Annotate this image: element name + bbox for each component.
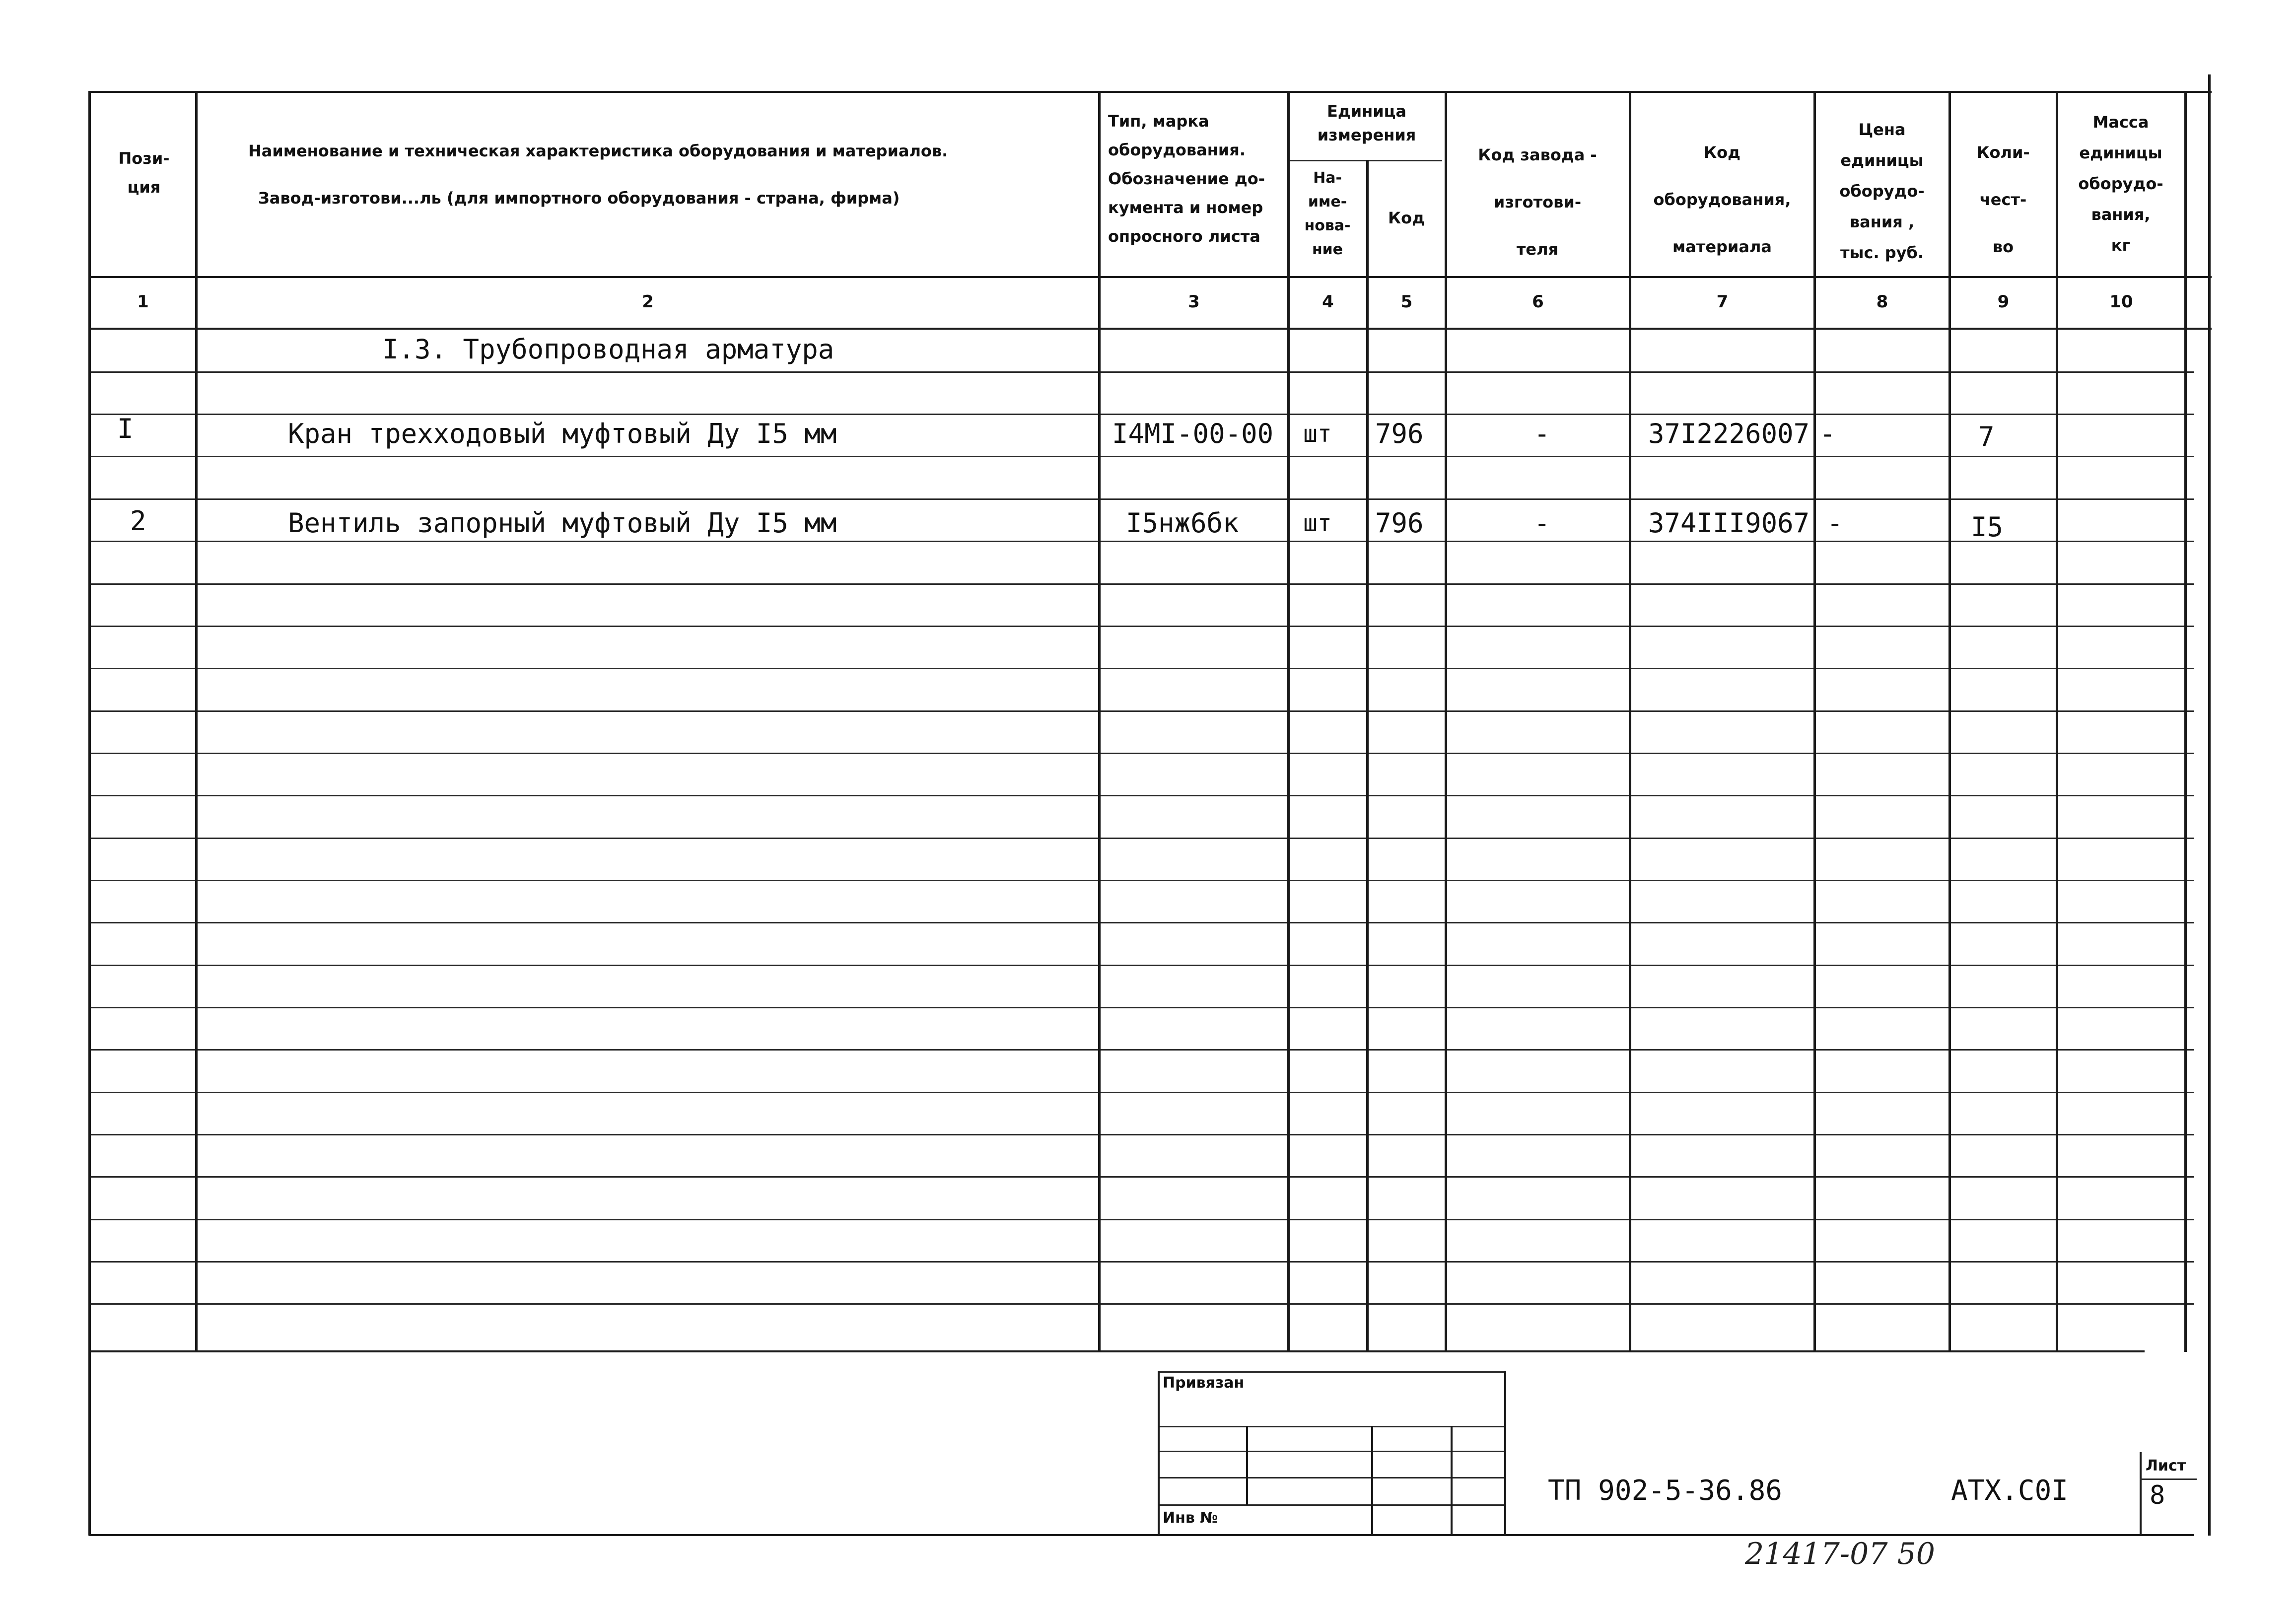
- unit-subheader-line: [1288, 160, 1442, 161]
- header-material-code: Код оборудования, материала: [1653, 143, 1791, 256]
- section-title: I.3. Трубопроводная арматура: [382, 334, 835, 365]
- column-number-9: 9: [1997, 292, 2010, 312]
- column-number-5: 5: [1400, 292, 1413, 312]
- table-bottom-line: [89, 1350, 2145, 1352]
- header-bottom-line: [89, 276, 2212, 278]
- document-code: АТХ.С0I: [1951, 1475, 2069, 1507]
- header-name-line2: Завод-изготови...ль (для импортного оборудования - страна, фирма): [258, 189, 900, 208]
- handwritten-number: 21417-07 50: [1745, 1537, 1935, 1571]
- row-name: Вентиль запорный муфтовый Ду I5 мм: [288, 507, 837, 539]
- row-price: -: [1819, 418, 1836, 449]
- column-number-8: 8: [1876, 292, 1888, 312]
- col-divider-2: [1098, 91, 1101, 1352]
- col-divider-6: [1629, 91, 1631, 1352]
- col-divider-9: [2056, 91, 2058, 1352]
- frame-right-line: [2208, 74, 2211, 1536]
- header-price: Цена единицы оборудо- вания , тыс. руб.: [1839, 120, 1925, 262]
- column-number-1: 1: [137, 292, 149, 312]
- project-code: ТП 902-5-36.86: [1548, 1475, 1783, 1507]
- header-unit-name: На- име- нова- ние: [1304, 169, 1351, 258]
- row-quantity: I5: [1971, 511, 2004, 543]
- column-number-10: 10: [2109, 292, 2133, 312]
- row-factory-code: -: [1534, 418, 1550, 449]
- column-number-6: 6: [1532, 292, 1544, 312]
- row-unit: шт: [1303, 420, 1332, 448]
- row-name: Кран трехходовый муфтовый Ду I5 мм: [288, 418, 837, 449]
- row-position: I: [117, 413, 134, 444]
- row-unit-code: 796: [1375, 418, 1424, 449]
- row-unit: шт: [1303, 509, 1332, 537]
- frame-bottom-line: [89, 1534, 2194, 1536]
- row-type: I5нж6бк: [1126, 507, 1239, 539]
- col-divider-1: [195, 91, 198, 1352]
- header-type: Тип, марка оборудования. Обозначение до- кумента и номер опросного листа: [1108, 112, 1265, 246]
- column-number-3: 3: [1188, 292, 1200, 312]
- row-material-code: 374III9067: [1648, 507, 1810, 539]
- row-material-code: 37I2226007: [1648, 418, 1810, 449]
- header-quantity: Коли- чест- во: [1976, 143, 2030, 256]
- row-position: 2: [130, 505, 146, 537]
- bound-label: Привязан: [1163, 1374, 1245, 1392]
- inventory-number-label: Инв №: [1163, 1509, 1218, 1527]
- col-divider-3: [1287, 91, 1290, 1352]
- header-factory-code: Код завода - изготови- теля: [1478, 145, 1597, 259]
- numbers-bottom-line: [89, 328, 2212, 330]
- row-price: -: [1827, 507, 1843, 539]
- column-number-7: 7: [1716, 292, 1729, 312]
- header-unit-group: Единица измерения: [1317, 102, 1416, 144]
- header-mass: Масса единицы оборудо- вания, кг: [2078, 113, 2163, 255]
- row-type: I4МI-00-00: [1112, 418, 1274, 449]
- column-number-4: 4: [1322, 292, 1334, 312]
- col-divider-7: [1813, 91, 1816, 1352]
- col-divider-8: [1948, 91, 1951, 1352]
- column-number-2: 2: [642, 292, 654, 312]
- row-quantity: 7: [1978, 421, 1995, 452]
- col-divider-5: [1445, 91, 1447, 1352]
- frame-top-line: [89, 91, 2212, 93]
- col-divider-10: [2184, 91, 2187, 1352]
- sheet-label: Лист: [2146, 1457, 2186, 1475]
- header-unit-code: Код: [1388, 209, 1425, 227]
- header-name-line1: Наименование и техническая характеристика оборудования и материалов.: [248, 141, 948, 160]
- sheet-number: 8: [2150, 1480, 2165, 1510]
- row-unit-code: 796: [1375, 507, 1424, 539]
- row-factory-code: -: [1534, 507, 1550, 539]
- col-divider-4: [1366, 160, 1369, 1352]
- header-position: Пози- ция: [118, 149, 170, 197]
